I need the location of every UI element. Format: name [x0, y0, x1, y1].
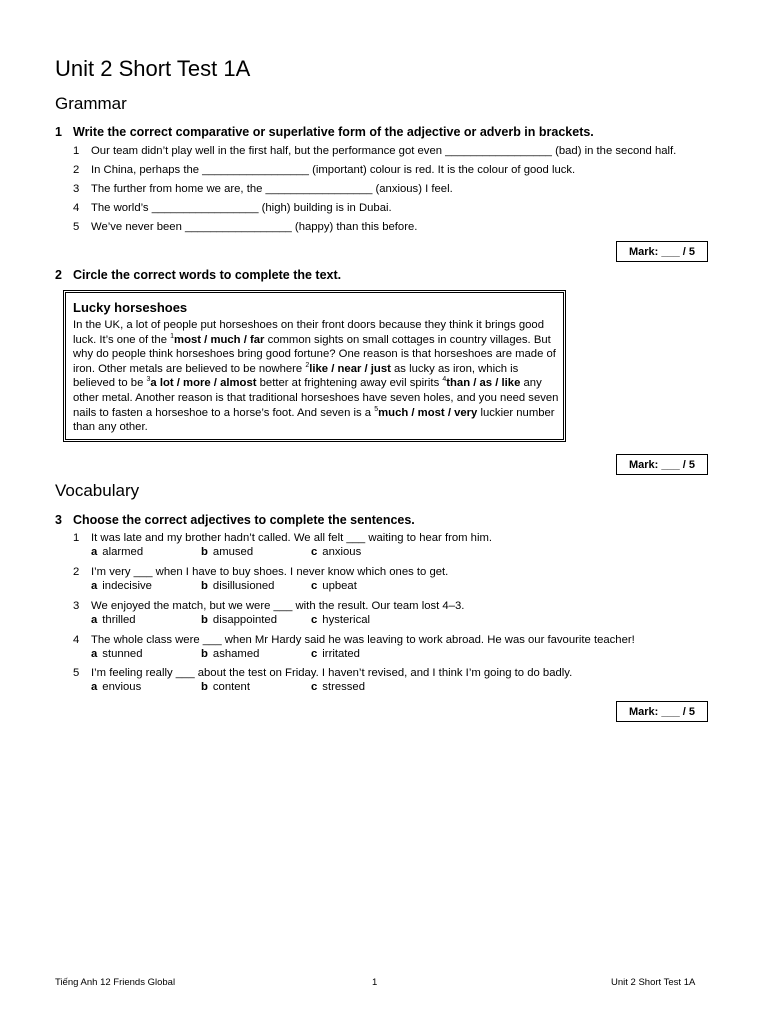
gap-options[interactable]: most / much / far [174, 333, 265, 346]
item-text: We’ve never been _________________ (happy) than this before. [91, 221, 418, 233]
task-2-instruction [55, 268, 341, 282]
question-item [73, 666, 572, 680]
item-number: 5 [73, 221, 80, 233]
task-1-instruction [55, 125, 594, 139]
gap-options[interactable]: like / near / just [309, 362, 391, 375]
option-b[interactable]: b amused [201, 546, 254, 558]
option-b[interactable]: b disillusioned [201, 580, 275, 592]
section-heading-vocabulary: Vocabulary [55, 481, 140, 500]
item-number: 4 [73, 634, 80, 646]
footer-page-number: 1 [372, 977, 378, 988]
item-number: 1 [73, 532, 80, 544]
item-number: 4 [73, 202, 80, 214]
question-item [73, 531, 492, 545]
option-c[interactable]: c stressed [311, 681, 365, 693]
reading-text: In the UK, a lot of people put horseshoes on their front doors because they think it brings good luck. It’s one of the $^1$most / much / far common sights on small cottages in country villages. But why do people think horseshoes bring good fortune? One reason is that horseshoes are made of iron. Other metals are believed to be nowhere $^2$like / near / just as lucky as iron, which is believed to be $^3$a lot / more / almost better at frightening away evil spirits $^4$than / as / like any other metal. Another reason is that traditional horseshoes have seven holes, and you need seven nails to fasten a horseshoe to a horse’s foot. And seven is a $^5$much / most / very luckier number than any other. [73, 319, 559, 434]
mark-box: Mark: ___ / 5 [616, 454, 708, 475]
gap-number: 1 [170, 332, 175, 340]
footer-left: Tiếng Anh 12 Friends Global [55, 977, 176, 988]
option-a[interactable]: a stunned [91, 648, 143, 660]
question-item [73, 144, 676, 158]
item-number: 2 [73, 566, 80, 578]
page-title: Unit 2 Short Test 1A [55, 56, 251, 81]
item-text: I’m very ___ when I have to buy shoes. I never know which ones to get. [91, 566, 449, 578]
item-text: It was late and my brother hadn’t called. We all felt ___ waiting to hear from him. [91, 532, 493, 544]
reading-title: Lucky horseshoes [73, 300, 188, 315]
option-b[interactable]: b content [201, 681, 250, 693]
option-a[interactable]: a indecisive [91, 580, 152, 592]
task-3-instruction [55, 513, 415, 527]
gap-options[interactable]: a lot / more / almost [150, 377, 257, 390]
task-number: 3 [55, 513, 62, 527]
option-a[interactable]: a alarmed [91, 546, 144, 558]
item-text: We enjoyed the match, but we were ___ with the result. Our team lost 4–3. [91, 600, 465, 612]
gap-number: 5 [374, 405, 379, 413]
question-item [73, 201, 392, 215]
question-item [73, 633, 635, 647]
task-number: 1 [55, 125, 62, 139]
item-text: The further from home we are, the _________________ (anxious) I feel. [91, 183, 453, 195]
item-number: 3 [73, 600, 80, 612]
option-c[interactable]: c irritated [311, 648, 360, 660]
gap-number: 2 [305, 361, 310, 369]
gap-number: 4 [442, 376, 447, 384]
task-text: Circle the correct words to complete the text. [73, 268, 342, 282]
option-b[interactable]: b disappointed [201, 614, 277, 626]
gap-options[interactable]: than / as / like [446, 377, 521, 390]
item-text: I’m feeling really ___ about the test on Friday. I haven’t revised, and I think I’m going to do badly. [91, 667, 573, 679]
item-number: 5 [73, 667, 80, 679]
item-number: 2 [73, 164, 80, 176]
item-number: 3 [73, 183, 80, 195]
option-a[interactable]: a thrilled [91, 614, 136, 626]
option-a[interactable]: a envious [91, 681, 142, 693]
task-number: 2 [55, 268, 62, 282]
question-item [73, 182, 453, 196]
task-text: Choose the correct adjectives to complete the sentences. [73, 513, 415, 527]
option-b[interactable]: b ashamed [201, 648, 260, 660]
mark-box: Mark: ___ / 5 [616, 241, 708, 262]
gap-number: 3 [146, 376, 151, 384]
item-text: Our team didn’t play well in the first half, but the performance got even _________________ (bad) in the second half. [91, 145, 677, 157]
item-text: The whole class were ___ when Mr Hardy said he was leaving to work abroad. He was our favourite teacher! [91, 634, 635, 646]
item-number: 1 [73, 145, 80, 157]
question-item [73, 163, 575, 177]
question-item [73, 565, 448, 579]
gap-options[interactable]: much / most / very [378, 406, 478, 419]
question-item [73, 599, 464, 613]
mark-box: Mark: ___ / 5 [616, 701, 708, 722]
option-c[interactable]: c upbeat [311, 580, 357, 592]
task-text: Write the correct comparative or superlative form of the adjective or adverb in brackets. [73, 125, 594, 139]
option-c[interactable]: c hysterical [311, 614, 371, 626]
option-c[interactable]: c anxious [311, 546, 362, 558]
item-text: The world’s _________________ (high) building is in Dubai. [91, 202, 392, 214]
section-heading-grammar: Grammar [55, 94, 127, 113]
footer-right: Unit 2 Short Test 1A [611, 977, 696, 988]
item-text: In China, perhaps the _________________ (important) colour is red. It is the colour of good luck. [91, 164, 576, 176]
question-item [73, 220, 417, 234]
